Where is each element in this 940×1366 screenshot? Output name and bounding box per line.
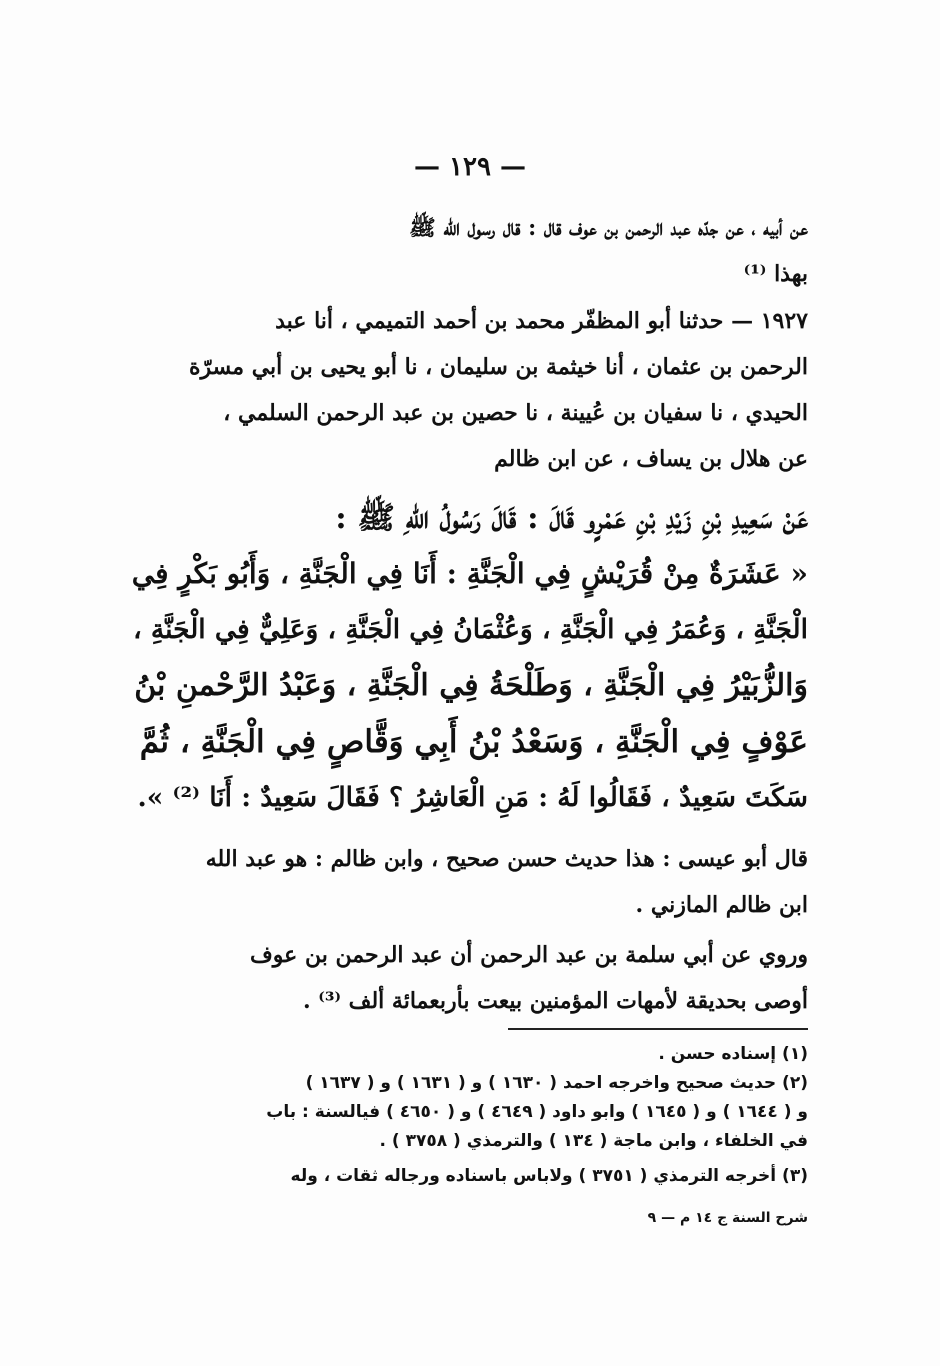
footnote-divider	[508, 1028, 808, 1030]
footnote-2-line: في الخلفاء ، وابن ماجة ( ١٣٤ ) والترمذي ( ٣٧٥٨ ) .	[379, 1131, 808, 1151]
hadith-line: « عَشَرَةٌ مِنْ قُرَيْشٍ فِي الْجَنَّةِ : أَنَا فِي الْجَنَّةِ ، وَأَبُو بَكْرٍ فِي	[131, 557, 808, 590]
intro-paragraph	[128, 205, 808, 297]
isnad-line: الرحمن بن عثمان ، أنا خيثمة بن سليمان ، نا أبو يحيى بن أبي مسرّة	[188, 354, 808, 380]
isnad-line: ١٩٢٧ — حدثنا أبو المظفّر محمد بن أحمد التميمي ، أنا عبد	[275, 308, 808, 334]
hadith-line: الْجَنَّةِ ، وَعُمَرُ فِي الْجَنَّةِ ، وَعُثْمَانُ فِي الْجَنَّةِ ، وَعَلِيٌّ فِي الْجَنَّةِ ،	[133, 614, 808, 645]
comment-line: ابن ظالم المازني .	[635, 892, 808, 918]
footnote-1: (١) إسناده حسن .	[658, 1044, 808, 1064]
book-signature: شرح السنة ج ١٤ م — ٩	[647, 1210, 808, 1226]
footnote-3: (٣) أخرجه الترمذي ( ٣٧٥١ ) ولاباس باسناده ورجاله ثقات ، وله	[290, 1166, 808, 1186]
hadith-text	[128, 490, 808, 826]
report-line: أوصى بحديقة لأمهات المؤمنين بيعت بأربعمائة ألف ⁽³⁾ .	[302, 988, 808, 1014]
isnad-line: عن هلال بن يساف ، عن ابن ظالم	[494, 446, 808, 472]
footnotes	[128, 1040, 808, 1191]
tirmidhi-comment	[128, 836, 808, 928]
hadith-line: سَكَتَ سَعِيدٌ ، فَقَالُوا لَهُ : مَنِ الْعَاشِرُ ؟ فَقَالَ سَعِيدٌ : أَنَا ⁽²⁾ ».	[137, 782, 808, 813]
hadith-line: عَوْفٍ فِي الْجَنَّةِ ، وَسَعْدُ بْنُ أَبِي وَقَّاصٍ فِي الْجَنَّةِ ، ثُمَّ	[139, 724, 808, 760]
additional-report	[128, 932, 808, 1024]
footnote-2-line: و ( ١٦٤٤ ) و ( ١٦٤٥ ) وابو داود ( ٤٦٤٩ ) و ( ٤٦٥٠ ) فيالسنة : باب	[266, 1102, 808, 1122]
report-line: وروي عن أبي سلمة بن عبد الرحمن أن عبد الرحمن بن عوف	[250, 942, 808, 968]
comment-line: قال أبو عيسى : هذا حديث حسن صحيح ، وابن ظالم : هو عبد الله	[205, 846, 808, 872]
hadith-line: عَنْ سَعِيدِ بْنِ زَيْدِ بْنِ عَمْرٍو قَالَ : قَالَ رَسُولُ اللهِ ﷺ :	[335, 500, 808, 536]
intro-line: عن أبيه ، عن جدّه عبد الرحمن بن عوف قال : قال رسول الله ﷺ	[409, 215, 808, 241]
intro-line: بهذا ⁽¹⁾	[743, 261, 808, 287]
isnad-paragraph	[128, 298, 808, 482]
footnote-2-line: (٢) حديث صحيح واخرجه احمد ( ١٦٣٠ ) و ( ١٦٣١ ) و ( ١٦٣٧ )	[305, 1073, 808, 1093]
page-number: — ١٢٩ —	[413, 152, 527, 182]
isnad-line: الحيدي ، نا سفيان بن عُيينة ، نا حصين بن عبد الرحمن السلمي ،	[223, 400, 808, 426]
hadith-line: وَالزُّبَيْرُ فِي الْجَنَّةِ ، وَطَلْحَةُ فِي الْجَنَّةِ ، وَعَبْدُ الرَّحْمنِ بْنُ	[134, 668, 808, 703]
